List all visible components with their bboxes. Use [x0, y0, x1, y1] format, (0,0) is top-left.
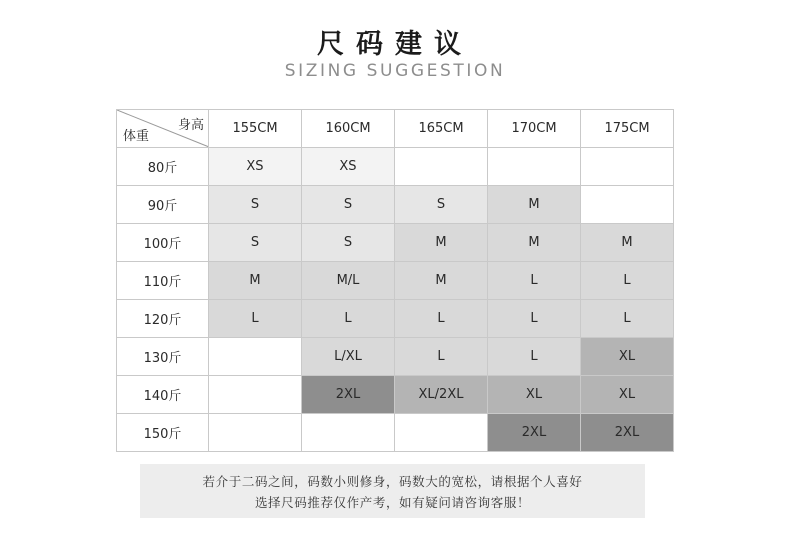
size-cell: M/L	[302, 262, 395, 300]
size-cell: M	[395, 224, 488, 262]
size-cell: L	[302, 300, 395, 338]
row-header-weight: 110斤	[117, 262, 209, 300]
size-cell: S	[302, 186, 395, 224]
size-cell: M	[488, 224, 581, 262]
size-cell: 2XL	[581, 414, 674, 452]
table-row	[117, 148, 674, 186]
table-row	[117, 300, 674, 338]
size-cell: M	[209, 262, 302, 300]
size-cell: M	[581, 224, 674, 262]
size-cell	[488, 148, 581, 186]
header-row	[117, 110, 674, 148]
row-header-weight: 80斤	[117, 148, 209, 186]
height-axis-label: 身高	[177, 118, 204, 133]
size-cell: L	[209, 300, 302, 338]
table-row	[117, 414, 674, 452]
size-cell: M	[395, 262, 488, 300]
size-cell	[581, 148, 674, 186]
size-cell: XS	[209, 148, 302, 186]
size-cell	[581, 186, 674, 224]
column-header-170: 170CM	[488, 110, 581, 148]
size-cell	[395, 148, 488, 186]
size-cell: XL/2XL	[395, 376, 488, 414]
row-header-weight: 130斤	[117, 338, 209, 376]
size-cell: L	[581, 262, 674, 300]
note-line-2: 选择尺码推荐仅作产考，如有疑问请咨询客服！	[254, 495, 531, 510]
table-row	[117, 186, 674, 224]
size-chart-table	[116, 109, 674, 452]
size-cell: S	[395, 186, 488, 224]
size-cell: XL	[488, 376, 581, 414]
size-cell: L/XL	[302, 338, 395, 376]
size-cell	[395, 414, 488, 452]
size-cell: S	[209, 186, 302, 224]
size-cell	[302, 414, 395, 452]
column-header-165: 165CM	[395, 110, 488, 148]
size-cell: L	[488, 262, 581, 300]
size-cell: XL	[581, 376, 674, 414]
size-cell: L	[395, 300, 488, 338]
table-row	[117, 224, 674, 262]
note-line-1: 若介于二码之间，码数小则修身，码数大的宽松，请根据个人喜好	[202, 474, 583, 489]
column-header-155: 155CM	[209, 110, 302, 148]
size-cell	[209, 414, 302, 452]
size-cell: S	[209, 224, 302, 262]
size-cell: 2XL	[302, 376, 395, 414]
table-row	[117, 338, 674, 376]
size-cell: XL	[581, 338, 674, 376]
column-header-175: 175CM	[581, 110, 674, 148]
size-cell: L	[395, 338, 488, 376]
size-cell: L	[488, 338, 581, 376]
column-header-160: 160CM	[302, 110, 395, 148]
row-header-weight: 90斤	[117, 186, 209, 224]
size-cell: L	[488, 300, 581, 338]
corner-cell	[117, 110, 209, 148]
row-header-weight: 120斤	[117, 300, 209, 338]
sizing-note	[140, 464, 645, 518]
page-subtitle: SIZING SUGGESTION	[284, 61, 506, 81]
weight-axis-label: 体重	[123, 129, 150, 144]
table-row	[117, 262, 674, 300]
row-header-weight: 150斤	[117, 414, 209, 452]
size-cell: S	[302, 224, 395, 262]
row-header-weight: 140斤	[117, 376, 209, 414]
size-cell: XS	[302, 148, 395, 186]
table-row	[117, 376, 674, 414]
size-cell: M	[488, 186, 581, 224]
size-cell	[209, 376, 302, 414]
page-title: 尺码建议	[317, 29, 473, 60]
size-cell: L	[581, 300, 674, 338]
size-cell	[209, 338, 302, 376]
row-header-weight: 100斤	[117, 224, 209, 262]
size-cell: 2XL	[488, 414, 581, 452]
